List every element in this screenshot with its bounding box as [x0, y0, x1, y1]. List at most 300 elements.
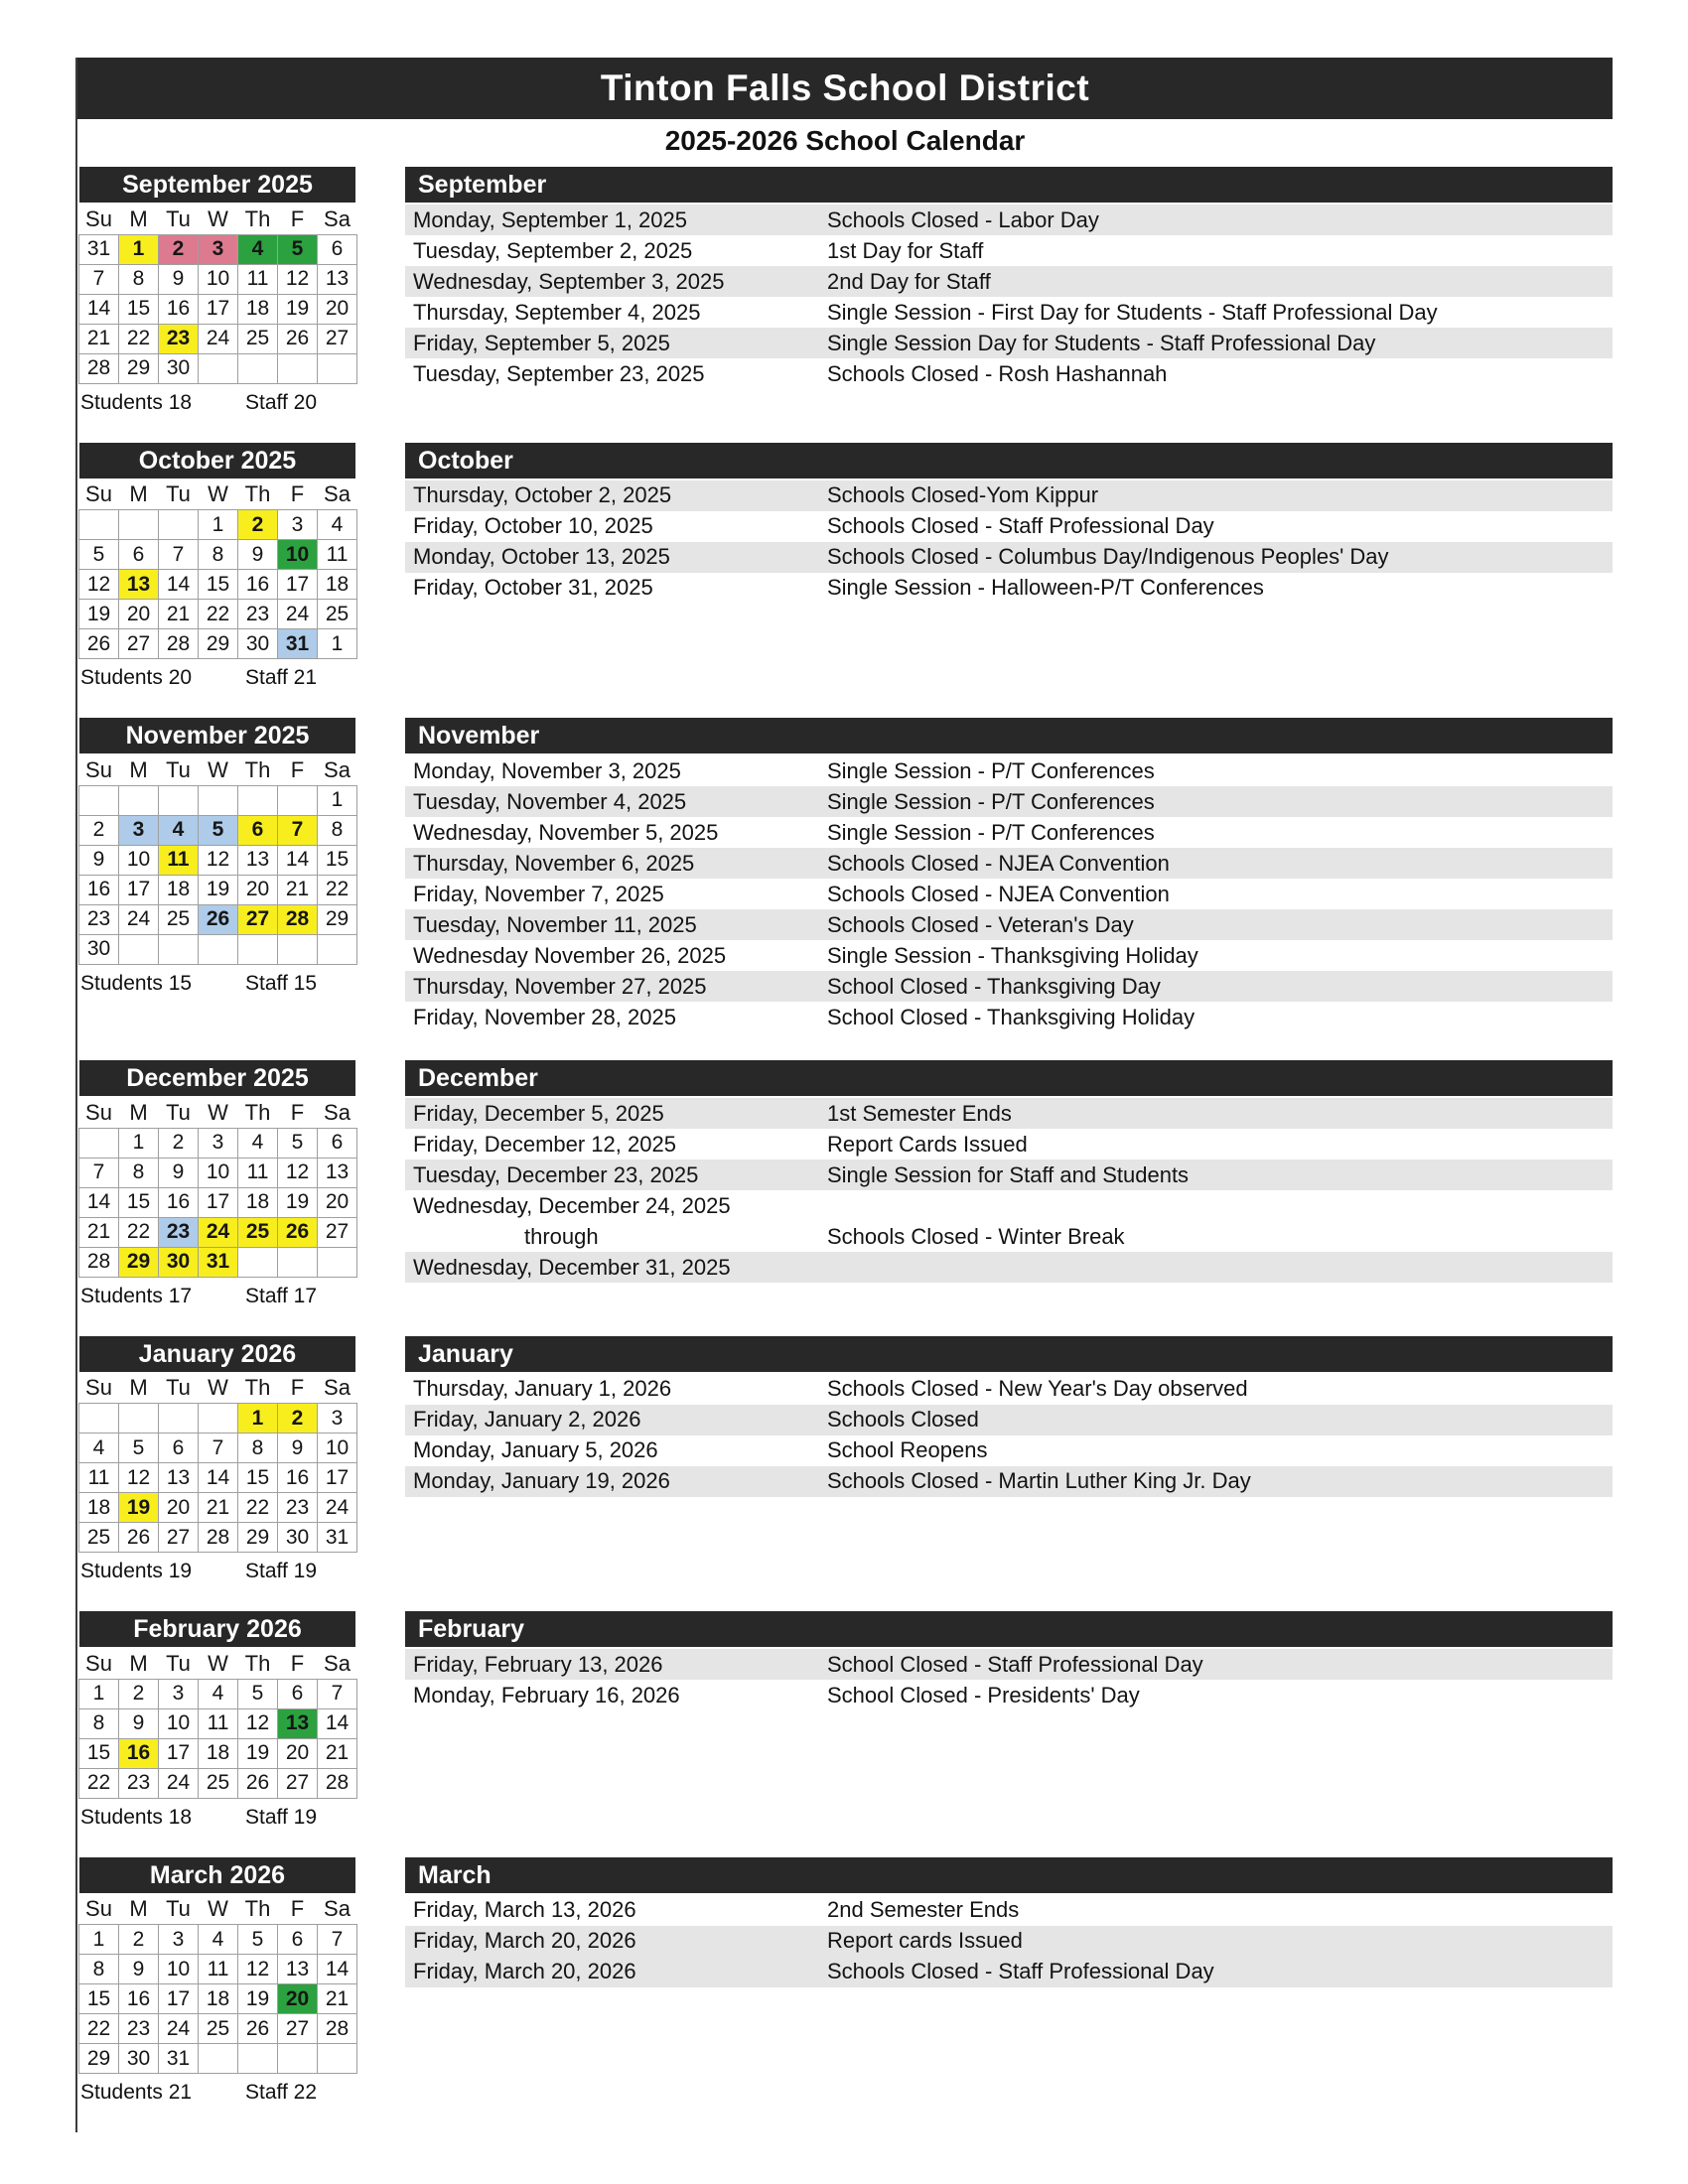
weekday-label: W [208, 481, 228, 507]
day-cell: 6 [238, 815, 278, 845]
day-cell: 15 [79, 1738, 119, 1768]
event-date: Monday, January 19, 2026 [413, 1468, 670, 1493]
day-cell: 14 [318, 1708, 357, 1738]
events-month-title: September [405, 167, 1613, 203]
weekday-header-row [79, 1374, 357, 1404]
day-cell: 4 [79, 1433, 119, 1463]
day-cell: 3 [119, 815, 159, 845]
weekday-header-row [79, 480, 357, 510]
day-cell: 19 [199, 875, 238, 904]
mini-calendar [77, 718, 359, 996]
event-description: Single Session Day for Students - Staff Professional Day [827, 330, 1376, 355]
day-cell: 7 [199, 1433, 238, 1463]
mini-calendar-title: December 2025 [79, 1060, 355, 1096]
weekday-label: Sa [324, 205, 351, 231]
day-cell [159, 934, 199, 964]
day-cell: 2 [238, 510, 278, 540]
day-cell: 3 [159, 1679, 199, 1708]
day-cell: 4 [199, 1679, 238, 1708]
day-cell: 16 [79, 875, 119, 904]
day-cell: 12 [79, 570, 119, 600]
month-section [77, 1857, 1613, 2106]
day-cell: 10 [159, 1708, 199, 1738]
day-cell: 26 [238, 2014, 278, 2044]
event-row [405, 235, 1613, 266]
day-cell: 31 [199, 1247, 238, 1277]
week-row [79, 1768, 357, 1798]
day-cell: 16 [119, 1738, 159, 1768]
day-cell: 9 [159, 264, 199, 294]
weekday-label: W [208, 1099, 228, 1125]
day-cell: 26 [278, 1217, 318, 1247]
day-cell: 21 [318, 1984, 357, 2014]
day-cell: 21 [318, 1738, 357, 1768]
day-cell: 15 [79, 1984, 119, 2014]
weekday-label: W [208, 1375, 228, 1401]
day-cell: 7 [79, 1158, 119, 1187]
day-cell: 11 [318, 540, 357, 570]
week-row [79, 2014, 357, 2044]
event-row [405, 1680, 1613, 1710]
day-cell: 19 [79, 600, 119, 629]
day-cell: 22 [119, 324, 159, 353]
day-cell: 11 [199, 1955, 238, 1984]
week-row [79, 1187, 357, 1217]
day-cell: 25 [318, 600, 357, 629]
day-cell: 21 [79, 324, 119, 353]
day-cell: 7 [318, 1679, 357, 1708]
day-cell: 14 [199, 1463, 238, 1493]
week-row [79, 1523, 357, 1553]
event-description: School Reopens [827, 1437, 988, 1462]
week-row [79, 570, 357, 600]
events-month-title: November [405, 718, 1613, 753]
day-cell: 12 [238, 1955, 278, 1984]
event-description: Schools Closed - Staff Professional Day [827, 513, 1214, 538]
day-cell: 6 [278, 1679, 318, 1708]
day-cell: 5 [119, 1433, 159, 1463]
day-cell: 25 [79, 1523, 119, 1553]
event-row [405, 1160, 1613, 1190]
weekday-label: Su [85, 481, 112, 507]
event-description: 2nd Day for Staff [827, 268, 991, 294]
event-date: Monday, November 3, 2025 [413, 757, 681, 783]
month-section [77, 1611, 1613, 1830]
day-cell: 11 [79, 1463, 119, 1493]
day-cell: 24 [199, 1217, 238, 1247]
day-cell: 31 [159, 2044, 199, 2074]
day-cell: 11 [238, 264, 278, 294]
day-cell: 1 [238, 1404, 278, 1433]
week-row [79, 1708, 357, 1738]
day-cell [318, 1247, 357, 1277]
day-cell [79, 1128, 119, 1158]
mini-calendar-title: November 2025 [79, 718, 355, 753]
students-count: Students 17 [80, 1284, 193, 1307]
day-cell: 12 [278, 1158, 318, 1187]
day-cell [238, 1247, 278, 1277]
day-cell: 18 [79, 1493, 119, 1523]
weekday-label: M [129, 481, 148, 507]
event-date: Friday, March 20, 2026 [413, 1959, 636, 1983]
events-month-title: February [405, 1611, 1613, 1647]
weekday-label: F [290, 205, 305, 231]
staff-count: Staff 19 [245, 1560, 318, 1582]
day-cell: 30 [119, 2044, 159, 2074]
event-row [405, 1926, 1613, 1957]
day-cell: 1 [79, 1679, 119, 1708]
day-cell: 23 [278, 1493, 318, 1523]
event-row [405, 1435, 1613, 1466]
day-cell [119, 785, 159, 815]
week-row [79, 1679, 357, 1708]
day-cell: 20 [278, 1984, 318, 2014]
day-cell: 29 [199, 629, 238, 659]
day-cell: 16 [238, 570, 278, 600]
weekday-label: M [129, 1375, 148, 1401]
event-description: 2nd Semester Ends [827, 1897, 1020, 1922]
students-count: Students 15 [80, 971, 193, 995]
day-cell: 13 [318, 264, 357, 294]
weekday-label: W [208, 1896, 228, 1922]
day-cell: 5 [278, 1128, 318, 1158]
month-section [77, 1336, 1613, 1584]
day-cell: 16 [159, 1187, 199, 1217]
event-description: Schools Closed - NJEA Convention [827, 881, 1170, 906]
day-cell: 12 [278, 264, 318, 294]
day-cell: 1 [318, 629, 357, 659]
day-cell: 9 [119, 1955, 159, 1984]
day-cell [278, 353, 318, 383]
day-cell: 11 [238, 1158, 278, 1187]
event-row [405, 1649, 1613, 1680]
mini-calendar-title: February 2026 [79, 1611, 355, 1647]
week-row [79, 785, 357, 815]
day-cell: 17 [318, 1463, 357, 1493]
day-cell: 10 [199, 1158, 238, 1187]
day-cell: 11 [159, 845, 199, 875]
day-cell: 1 [119, 234, 159, 264]
mini-calendar-grid [78, 1649, 357, 1799]
event-row [405, 1221, 1613, 1252]
event-description: Single Session - Halloween-P/T Conferences [827, 575, 1264, 600]
weekday-label: Sa [324, 1650, 351, 1676]
week-row [79, 1433, 357, 1463]
attendance-counts [77, 972, 359, 996]
day-cell: 17 [199, 294, 238, 324]
events-month-title: January [405, 1336, 1613, 1372]
weekday-label: M [129, 1896, 148, 1922]
students-count: Students 18 [80, 390, 193, 414]
event-date: Monday, October 13, 2025 [413, 544, 670, 569]
event-description: School Closed - Thanksgiving Day [827, 973, 1161, 999]
weekday-label: Sa [324, 756, 351, 782]
day-cell: 8 [79, 1708, 119, 1738]
weekday-label: F [290, 756, 305, 782]
event-row [405, 266, 1613, 297]
mini-calendar-grid [78, 1098, 357, 1278]
day-cell: 29 [79, 2044, 119, 2074]
week-row [79, 353, 357, 383]
weekday-label: Tu [166, 205, 191, 231]
mini-calendar-title: March 2026 [79, 1857, 355, 1893]
day-cell: 25 [238, 324, 278, 353]
weekday-label: F [290, 1896, 305, 1922]
events-panel [405, 1611, 1613, 1710]
event-row [405, 542, 1613, 573]
event-row [405, 817, 1613, 848]
event-row [405, 940, 1613, 971]
day-cell: 28 [159, 629, 199, 659]
event-date: Thursday, October 2, 2025 [413, 482, 672, 507]
event-date: Wednesday, December 24, 2025 [413, 1192, 731, 1218]
week-row [79, 1404, 357, 1433]
mini-calendar-grid [78, 205, 357, 384]
day-cell: 2 [159, 234, 199, 264]
day-cell: 9 [79, 845, 119, 875]
weekday-label: Th [244, 756, 271, 782]
event-date: Friday, December 5, 2025 [413, 1100, 664, 1126]
day-cell: 6 [318, 1128, 357, 1158]
day-cell: 7 [159, 540, 199, 570]
event-description: Schools Closed-Yom Kippur [827, 482, 1099, 507]
day-cell: 16 [278, 1463, 318, 1493]
mini-calendar-grid [78, 1895, 357, 2075]
day-cell: 24 [318, 1493, 357, 1523]
attendance-counts [77, 1285, 359, 1308]
day-cell: 19 [278, 1187, 318, 1217]
event-description: 1st Semester Ends [827, 1100, 1012, 1126]
week-row [79, 294, 357, 324]
event-row [405, 358, 1613, 389]
event-row [405, 879, 1613, 909]
event-date: Friday, February 13, 2026 [413, 1651, 663, 1677]
event-description: Schools Closed - Staff Professional Day [827, 1959, 1214, 1983]
day-cell: 28 [278, 904, 318, 934]
event-row [405, 328, 1613, 358]
event-description: Single Session - Thanksgiving Holiday [827, 942, 1198, 968]
weekday-label: Su [85, 756, 112, 782]
event-row [405, 1466, 1613, 1497]
day-cell: 22 [199, 600, 238, 629]
day-cell: 23 [119, 2014, 159, 2044]
day-cell [119, 510, 159, 540]
day-cell: 31 [278, 629, 318, 659]
event-row [405, 1098, 1613, 1129]
event-row [405, 1190, 1613, 1221]
day-cell: 4 [238, 1128, 278, 1158]
day-cell: 28 [199, 1523, 238, 1553]
event-row [405, 1957, 1613, 1987]
week-row [79, 1463, 357, 1493]
day-cell: 25 [199, 1768, 238, 1798]
event-description: Single Session - P/T Conferences [827, 819, 1155, 845]
day-cell: 23 [159, 1217, 199, 1247]
day-cell: 26 [278, 324, 318, 353]
day-cell: 24 [278, 600, 318, 629]
event-description: Schools Closed - NJEA Convention [827, 850, 1170, 876]
event-date: Friday, November 7, 2025 [413, 881, 664, 906]
week-row [79, 510, 357, 540]
day-cell: 31 [318, 1523, 357, 1553]
event-description: Schools Closed - Veteran's Day [827, 911, 1134, 937]
event-row [405, 909, 1613, 940]
day-cell: 1 [199, 510, 238, 540]
day-cell: 18 [318, 570, 357, 600]
day-cell: 8 [119, 264, 159, 294]
week-row [79, 1217, 357, 1247]
day-cell: 27 [278, 2014, 318, 2044]
day-cell: 10 [318, 1433, 357, 1463]
event-row [405, 971, 1613, 1002]
event-row [405, 1252, 1613, 1283]
event-date: Monday, February 16, 2026 [413, 1682, 680, 1707]
day-cell: 12 [238, 1708, 278, 1738]
events-panel [405, 443, 1613, 604]
week-row [79, 629, 357, 659]
students-count: Students 20 [80, 666, 193, 689]
day-cell: 7 [318, 1925, 357, 1955]
week-row [79, 815, 357, 845]
attendance-counts [77, 2081, 359, 2105]
day-cell: 25 [238, 1217, 278, 1247]
day-cell: 13 [119, 570, 159, 600]
event-row [405, 1129, 1613, 1160]
event-date: Monday, January 5, 2026 [413, 1437, 658, 1462]
day-cell [238, 2044, 278, 2074]
day-cell: 14 [278, 845, 318, 875]
event-date: Tuesday, September 23, 2025 [413, 360, 705, 386]
day-cell: 14 [79, 294, 119, 324]
weekday-label: M [129, 756, 148, 782]
mini-calendar-grid [78, 480, 357, 660]
event-description: Schools Closed - Labor Day [827, 206, 1099, 232]
day-cell: 2 [119, 1925, 159, 1955]
day-cell: 13 [278, 1708, 318, 1738]
weekday-header-row [79, 205, 357, 234]
event-description: Single Session - P/T Conferences [827, 757, 1155, 783]
event-description: Schools Closed - New Year's Day observed [827, 1376, 1248, 1401]
weekday-label: Th [244, 1375, 271, 1401]
month-section [77, 167, 1613, 415]
weekday-label: F [290, 1650, 305, 1676]
weekday-header-row [79, 1098, 357, 1128]
day-cell: 6 [278, 1925, 318, 1955]
staff-count: Staff 19 [245, 1805, 318, 1829]
event-row [405, 755, 1613, 786]
week-row [79, 1738, 357, 1768]
month-section [77, 1060, 1613, 1308]
weekday-label: Tu [166, 1650, 191, 1676]
event-date: Wednesday November 26, 2025 [413, 942, 727, 968]
day-cell [199, 1404, 238, 1433]
day-cell [199, 353, 238, 383]
event-description: School Closed - Staff Professional Day [827, 1651, 1203, 1677]
day-cell: 22 [318, 875, 357, 904]
day-cell: 22 [119, 1217, 159, 1247]
event-date: Wednesday, November 5, 2025 [413, 819, 719, 845]
day-cell: 16 [159, 294, 199, 324]
week-row [79, 234, 357, 264]
event-description: Single Session for Staff and Students [827, 1161, 1190, 1187]
day-cell: 1 [318, 785, 357, 815]
day-cell [238, 785, 278, 815]
calendar-subtitle: 2025-2026 School Calendar [664, 125, 1026, 156]
events-month-title: October [405, 443, 1613, 478]
events-panel [405, 167, 1613, 389]
day-cell [79, 1404, 119, 1433]
events-panel [405, 718, 1613, 1032]
event-description: Single Session - P/T Conferences [827, 788, 1155, 814]
staff-count: Staff 22 [245, 2081, 318, 2104]
day-cell: 24 [119, 904, 159, 934]
events-panel [405, 1336, 1613, 1497]
event-row [405, 480, 1613, 511]
day-cell: 8 [79, 1955, 119, 1984]
event-row [405, 1895, 1613, 1926]
day-cell [199, 785, 238, 815]
event-date: Tuesday, December 23, 2025 [413, 1161, 699, 1187]
day-cell: 17 [119, 875, 159, 904]
events-panel [405, 1857, 1613, 1987]
day-cell: 28 [318, 1768, 357, 1798]
day-cell: 24 [159, 1768, 199, 1798]
event-date: Tuesday, November 4, 2025 [413, 788, 687, 814]
day-cell: 3 [199, 234, 238, 264]
day-cell: 5 [238, 1925, 278, 1955]
day-cell: 10 [159, 1955, 199, 1984]
event-row [405, 511, 1613, 542]
weekday-label: Sa [324, 481, 351, 507]
weekday-label: Su [85, 1896, 112, 1922]
day-cell: 19 [278, 294, 318, 324]
day-cell: 26 [79, 629, 119, 659]
week-row [79, 1955, 357, 1984]
students-count: Students 18 [80, 1805, 193, 1829]
day-cell: 20 [238, 875, 278, 904]
staff-count: Staff 20 [245, 390, 318, 414]
day-cell: 29 [119, 353, 159, 383]
weekday-label: M [129, 205, 148, 231]
event-row [405, 1405, 1613, 1435]
week-row [79, 1158, 357, 1187]
week-row [79, 845, 357, 875]
event-date: Thursday, November 6, 2025 [413, 850, 695, 876]
day-cell: 4 [318, 510, 357, 540]
weekday-label: Sa [324, 1896, 351, 1922]
attendance-counts [77, 1560, 359, 1583]
week-row [79, 1984, 357, 2014]
day-cell [318, 2044, 357, 2074]
event-date: Thursday, September 4, 2025 [413, 299, 701, 325]
day-cell [318, 934, 357, 964]
day-cell: 24 [199, 324, 238, 353]
event-description: 1st Day for Staff [827, 237, 984, 263]
day-cell [278, 2044, 318, 2074]
week-row [79, 904, 357, 934]
day-cell: 14 [79, 1187, 119, 1217]
day-cell: 20 [318, 1187, 357, 1217]
event-row [405, 786, 1613, 817]
week-row [79, 1925, 357, 1955]
day-cell [159, 1404, 199, 1433]
staff-count: Staff 21 [245, 666, 318, 689]
day-cell: 17 [199, 1187, 238, 1217]
events-month-title: March [405, 1857, 1613, 1893]
day-cell: 15 [119, 294, 159, 324]
day-cell: 7 [278, 815, 318, 845]
weekday-label: F [290, 1375, 305, 1401]
